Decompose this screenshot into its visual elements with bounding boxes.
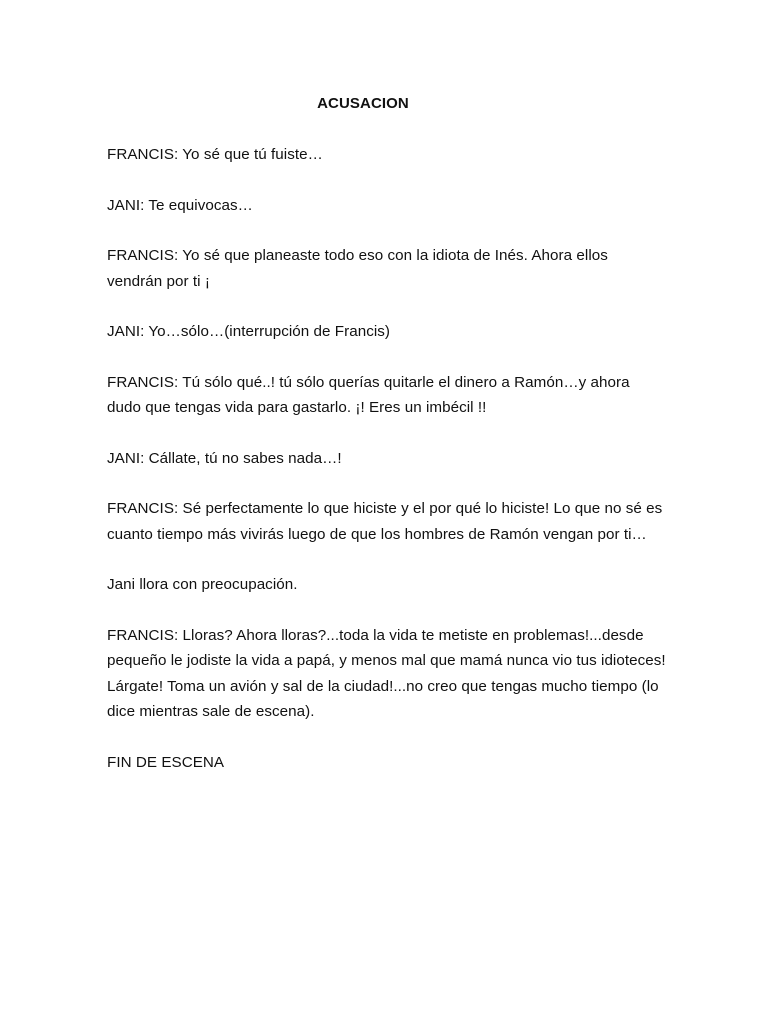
dialogue-line: FRANCIS: Tú sólo qué..! tú sólo querías quitarle el dinero a Ramón…y ahora dudo que tengas vida para gastarlo. ¡! Eres un imbécil !! (107, 373, 630, 416)
dialogue-line: JANI: Te equivocas… (107, 196, 253, 214)
dialogue-line: FRANCIS: Lloras? Ahora lloras?...toda la vida te metiste en problemas!...desde pequeño le jodiste la vida a papá, y menos mal que mamá nunca vio tus idioteces! (107, 626, 666, 669)
scene-end: FIN DE ESCENA (107, 753, 225, 771)
document-page (107, 92, 667, 800)
dialogue-line: JANI: Yo…sólo…(interrupción de Francis) (107, 323, 391, 340)
dialogue-line: FRANCIS: Yo sé que planeaste todo eso con la idiota de Inés. Ahora ellos vendrán por ti ¡ (107, 247, 608, 290)
dialogue-line: FRANCIS: Sé perfectamente lo que hiciste y el por qué lo hiciste! Lo que no sé es cuanto tiempo más vivirás luego de que los hombres de Ramón vengan por ti… (107, 500, 663, 543)
stage-direction: Jani llora con preocupación. (107, 576, 298, 593)
dialogue-line: FRANCIS: Yo sé que tú fuiste… (107, 146, 323, 163)
document-title: ACUSACION (317, 95, 409, 112)
dialogue-line: Lárgate! Toma un avión y sal de la ciudad!...no creo que tengas mucho tiempo (lo dice mientras sale de escena). (107, 677, 659, 720)
dialogue-line: JANI: Cállate, tú no sabes nada…! (107, 449, 342, 467)
